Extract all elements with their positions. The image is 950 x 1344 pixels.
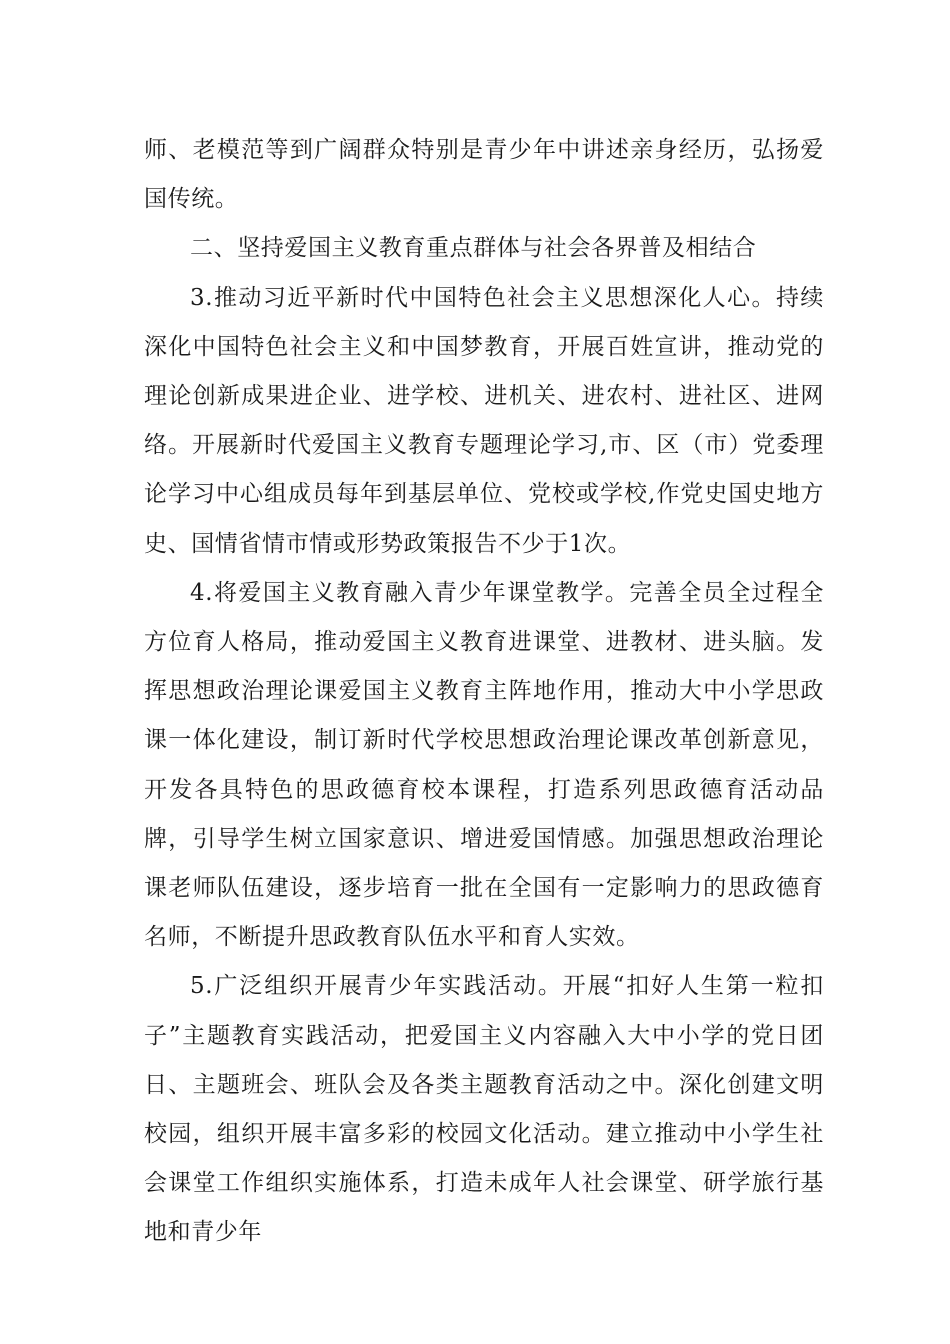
section-heading: 二、坚持爱国主义教育重点群体与社会各界普及相结合 [190,235,757,262]
document-body [144,126,824,1258]
paragraph-item-4: 4.将爱国主义教育融入青少年课堂教学。完善全员全过程全方位育人格局，推动爱国主义教育进课堂、进教材、进头脑。发挥思想政治理论课爱国主义教育主阵地作用，推动大中小学思政课一体化建设，制订新时代学校思想政治理论课改革创新意见，开发各具特色的思政德育校本课程，打造系列思政德育活动品牌，引导学生树立国家意识、增进爱国情感。加强思想政治理论课老师队伍建设，逐步培育一批在全国有一定影响力的思政德育名师，不断提升思政教育队伍水平和育人实效。 [144,579,824,951]
paragraph-item-5: 5.广泛组织开展青少年实践活动。开展“扣好人生第一粒扣子”主题教育实践活动，把爱国主义内容融入大中小学的党日团日、主题班会、班队会及各类主题教育活动之中。深化创建文明校园，组织开展丰富多彩的校园文化活动。建立推动中小学生社会课堂工作组织实施体系，打造未成年人社会课堂、研学旅行基地和青少年 [144,973,824,1246]
paragraph-item-3: 3.推动习近平新时代中国特色社会主义思想深化人心。持续深化中国特色社会主义和中国梦教育，开展百姓宣讲，推动党的理论创新成果进企业、进学校、进机关、进农村、进社区、进网络。开展新时代爱国主义教育专题理论学习,市、区（市）党委理论学习中心组成员每年到基层单位、党校或学校,作党史国史地方史、国情省情市情或形势政策报告不少于1次。 [144,284,824,557]
paragraph-continuation: 师、老模范等到广阔群众特别是青少年中讲述亲身经历，弘扬爱国传统。 [144,137,824,213]
